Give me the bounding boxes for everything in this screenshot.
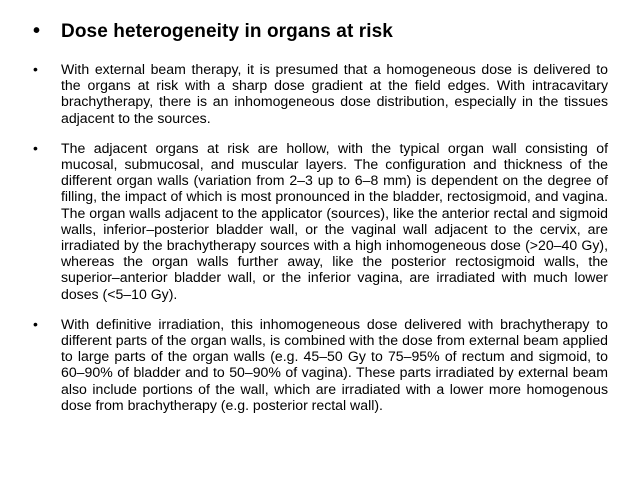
bullet-item [33,61,608,126]
bullet-text-external-beam: With external beam therapy, it is presumed that a homogeneous dose is delivered to the organs at risk with a sharp dose gradient at the field edges. With intracavitary brachytherapy, there is an inhomogeneous dose distribution, especially in the tissues adjacent to the sources. [61,61,608,126]
bullet-marker: • [33,61,38,77]
bullet-item [33,140,608,302]
bullet-marker: • [33,315,38,332]
bullet-text-definitive-irradiation: With definitive irradiation, this inhomogeneous dose delivered with brachytherapy to different parts of the organ walls, is combined with the dose from external beam applied to large parts of the organ walls (e.g. 45–50 Gy to 75–95% of rectum and sigmoid, to 60–90% of bladder and to 50–90% of vagina). These parts irradiated by external beam also include portions of the wall, which are irradiated with a lower more homogenous dose from brachytherapy (e.g. posterior rectal wall). [61,315,608,413]
title-row [33,20,393,43]
bullet-marker: • [33,139,38,156]
bullet-item [33,316,608,413]
bullet-list [33,61,608,427]
title-bullet: • [33,20,41,42]
slide-title: Dose heterogeneity in organs at risk [61,21,393,42]
bullet-text-organ-walls: The adjacent organs at risk are hollow, with the typical organ wall consisting of mucosal, submucosal, and muscular layers. The configuration and thickness of the different organ walls (variation from 2–3 up to 6–8 mm) is dependent on the degree of filling, the impact of which is most pronounced in the bladder, rectosigmoid, and vagina. The organ walls adjacent to the applicator (sources), like the anterior rectal and sigmoid walls, inferior–posterior bladder wall, or the vaginal wall adjacent to the cervix, are irradiated by the brachytherapy sources with a high inhomogeneous dose (>20–40 Gy), whereas the organ walls further away, like the posterior rectosigmoid walls, the superior–anterior bladder wall, or the inferior vagina, are irradiated with much lower doses (<5–10 Gy). [61,139,608,302]
